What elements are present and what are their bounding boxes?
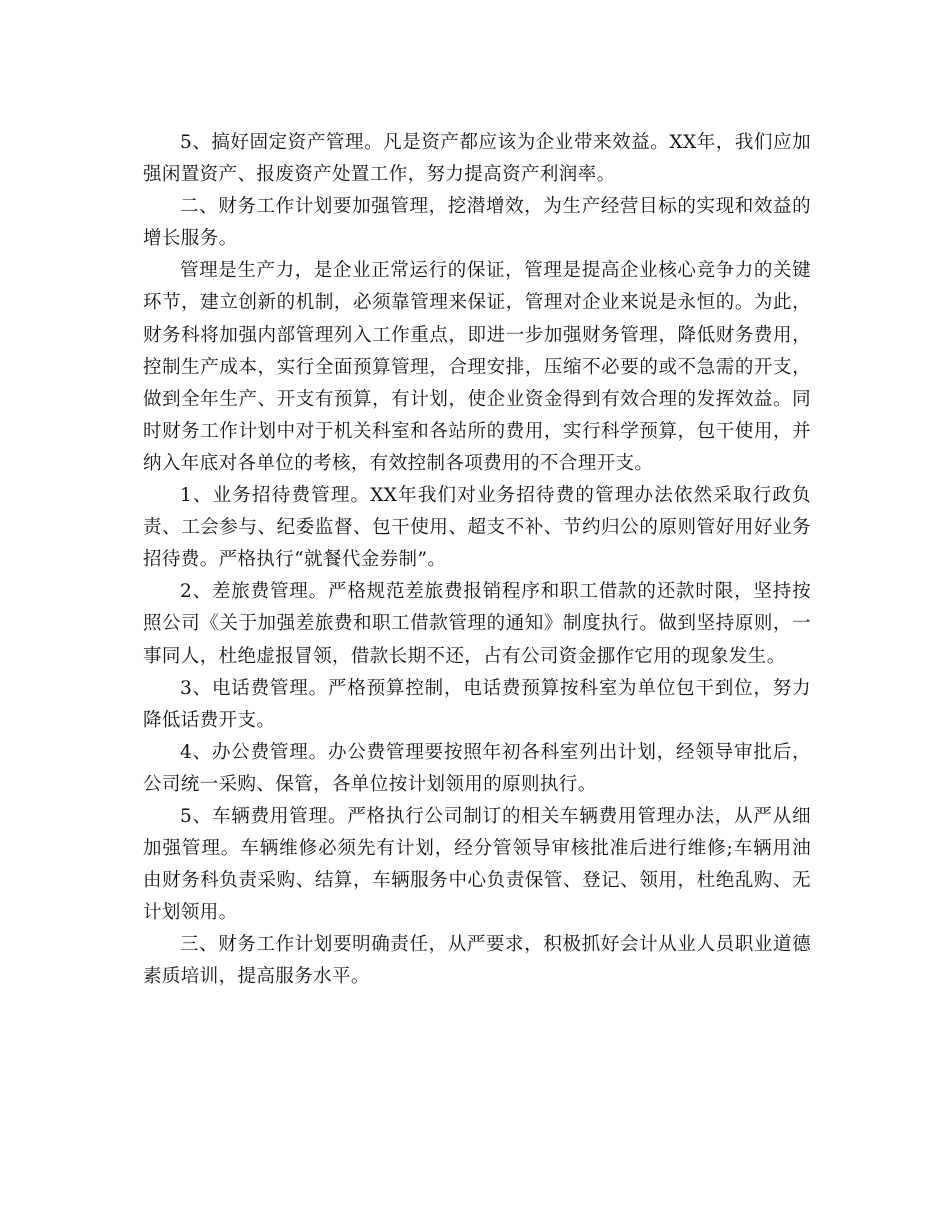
paragraph-telephone-expenses: 3、电话费管理。严格预算控制，电话费预算按科室为单位包干到位，努力降低话费开支。 [143,677,811,731]
paragraph-section-three-heading: 三、财务工作计划要明确责任，从严要求，积极抓好会计从业人员职业道德素质培训，提高服务水平。 [143,934,811,988]
paragraph-management-overview: 管理是生产力，是企业正常运行的保证，管理是提高企业核心竞争力的关键环节，建立创新的机制，必须靠管理来保证，管理对企业来说是永恒的。为此，财务科将加强内部管理列入工作重点，即进一步加强财务管理，降低财务费用，控制生产成本，实行全面预算管理，合理安排，压缩不必要的或不急需的开支，做到全年生产、开支有预算，有计划，使企业资金得到有效合理的发挥效益。同时财务工作计划中对于机关科室和各站所的费用，实行科学预算，包干使用，并纳入年底对各单位的考核，有效控制各项费用的不合理开支。 [143,260,811,474]
paragraph-section-two-heading: 二、财务工作计划要加强管理，挖潜增效，为生产经营目标的实现和效益的增长服务。 [143,196,811,250]
paragraph-entertainment-expenses: 1、业务招待费管理。XX年我们对业务招待费的管理办法依然采取行政负责、工会参与、纪委监督、包干使用、超支不补、节约归公的原则管好用好业务招待费。严格执行“就餐代金券制”。 [143,485,811,571]
paragraph-office-expenses: 4、办公费管理。办公费管理要按照年初各科室列出计划，经领导审批后，公司统一采购、保管，各单位按计划领用的原则执行。 [143,741,811,795]
paragraph-vehicle-expenses: 5、车辆费用管理。严格执行公司制订的相关车辆费用管理办法，从严从细加强管理。车辆维修必须先有计划，经分管领导审核批准后进行维修;车辆用油由财务科负责采购、结算，车辆服务中心负责保管、登记、领用，杜绝乱购、无计划领用。 [143,805,811,924]
document-body [143,127,811,994]
paragraph-travel-expenses: 2、差旅费管理。严格规范差旅费报销程序和职工借款的还款时限，坚持按照公司《关于加强差旅费和职工借款管理的通知》制度执行。做到坚持原则，一事同人，杜绝虚报冒领，借款长期不还，占有公司资金挪作它用的现象发生。 [143,581,811,667]
paragraph-fixed-assets: 5、搞好固定资产管理。凡是资产都应该为企业带来效益。XX年，我们应加强闲置资产、报废资产处置工作，努力提高资产利润率。 [143,132,811,186]
